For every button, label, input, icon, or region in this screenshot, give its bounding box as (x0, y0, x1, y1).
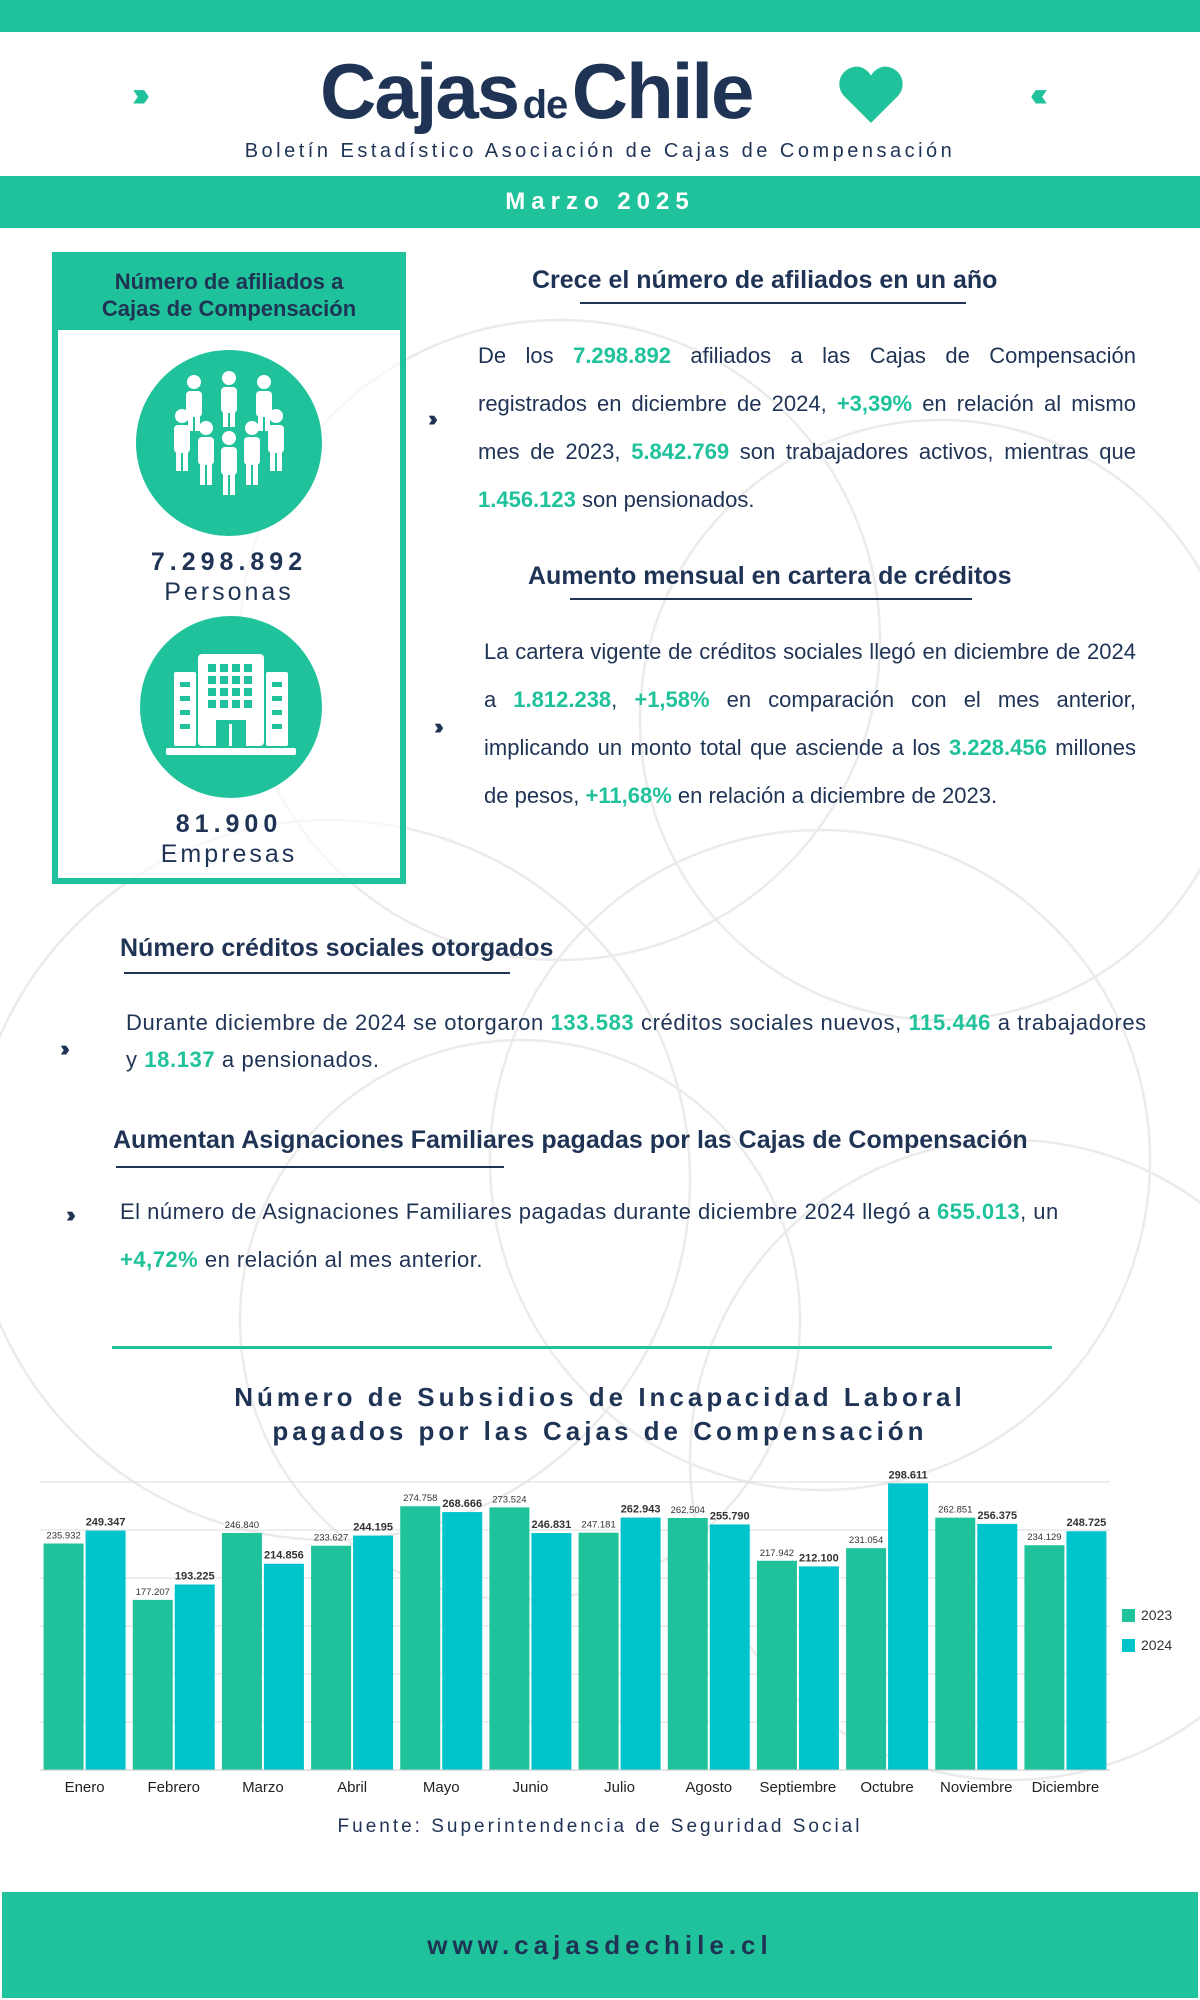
data-label: 274.758 (403, 1493, 438, 1505)
credits-granted-section-title: Número créditos sociales otorgados (120, 934, 554, 962)
affiliates-box-title-line1: Número de afiliados a (114, 269, 344, 294)
x-tick-label: Septiembre (759, 1779, 837, 1796)
highlight-value: 133.583 (550, 1010, 635, 1035)
x-tick-label: Mayo (422, 1779, 460, 1796)
text-run: en comparación con el mes anterior, implicando un monto total que asciende a los (484, 687, 1136, 760)
highlight-value: +1,58% (634, 687, 710, 712)
sil-subsidies-bar-chart (30, 1462, 1180, 1802)
logo-word-de: de (522, 83, 568, 127)
text-run: El número de Asignaciones Familiares pagadas durante diciembre 2024 llegó a (120, 1199, 938, 1224)
family-allowances-section-title: Aumentan Asignaciones Familiares pagadas por las Cajas de Compensación (113, 1126, 1028, 1154)
chart-title (100, 1380, 1100, 1448)
affiliates-title-underline (580, 302, 966, 304)
legend-label-2024: 2024 (1141, 1637, 1173, 1653)
highlight-value: 3.228.456 (948, 735, 1047, 760)
data-label: 246.840 (224, 1520, 260, 1532)
highlight-value: 5.842.769 (631, 439, 730, 464)
data-label: 244.195 (353, 1521, 393, 1534)
bar-2023-septiembre (757, 1561, 797, 1770)
highlight-value: 1.456.123 (478, 487, 576, 512)
highlight-value: 18.137 (144, 1047, 216, 1072)
building-circle (140, 616, 322, 798)
data-label: 214.856 (264, 1549, 304, 1562)
data-label: 298.611 (888, 1469, 928, 1482)
x-tick-label: Agosto (685, 1779, 733, 1796)
people-group-icon (136, 350, 322, 536)
footer-bar (2, 1892, 1198, 1998)
x-tick-label: Julio (604, 1779, 636, 1796)
credits-granted-title-underline (124, 972, 510, 974)
data-label: 268.666 (442, 1498, 483, 1511)
office-building-icon (140, 616, 322, 798)
affiliates-section-title: Crece el número de afiliados en un año (532, 266, 998, 294)
arrows-icon: ››› (60, 1036, 64, 1061)
bar-2023-abril (311, 1546, 351, 1770)
affiliates-box (52, 252, 406, 884)
x-tick-label: Enero (64, 1779, 105, 1796)
data-label: 212.100 (799, 1552, 839, 1565)
data-label: 262.943 (620, 1503, 661, 1516)
bar-2023-junio (489, 1507, 529, 1770)
bar-2024-diciembre (1066, 1531, 1106, 1770)
x-tick-label: Diciembre (1031, 1779, 1100, 1796)
x-tick-label: Abril (337, 1779, 368, 1796)
highlight-value: +3,39% (836, 391, 913, 416)
highlight-value: +4,72% (120, 1247, 199, 1272)
x-tick-label: Febrero (147, 1779, 201, 1796)
affiliates-total-value: 7.298.892 (150, 548, 308, 576)
bar-2024-abril (353, 1536, 393, 1770)
affiliates-box-header (58, 258, 400, 330)
people-circle (136, 350, 322, 536)
text-run: créditos sociales nuevos, (634, 1010, 909, 1035)
text-run: son trabajadores activos, mientras que (729, 439, 1136, 464)
text-run: La cartera vigente de créditos sociales llegó en diciembre de 2024 a (484, 639, 1136, 712)
text-run: millones de pesos, (484, 735, 1136, 808)
data-label: 256.375 (977, 1509, 1018, 1522)
highlight-value: 115.446 (908, 1010, 992, 1035)
legend-label-2023: 2023 (1141, 1607, 1173, 1623)
data-label: 233.627 (313, 1532, 349, 1544)
highlight-value: +11,68% (585, 783, 672, 808)
data-label: 177.207 (135, 1586, 170, 1598)
credits-portfolio-title-underline (570, 598, 972, 600)
data-label: 193.225 (174, 1570, 215, 1583)
affiliates-paragraph (478, 332, 1136, 524)
affiliates-box-title-line2: Cajas de Compensación (101, 296, 357, 321)
chart-divider (112, 1346, 1052, 1349)
data-label: 231.054 (848, 1535, 884, 1547)
data-label: 217.942 (759, 1547, 795, 1559)
chart-title-line1: Número de Subsidios de Incapacidad Laboral (234, 1382, 966, 1412)
bar-2023-enero (44, 1544, 84, 1770)
bar-2023-diciembre (1024, 1545, 1064, 1770)
chart-title-line2: pagados por las Cajas de Compensación (272, 1416, 928, 1446)
top-accent-bar (0, 0, 1200, 32)
companies-total-value: 81.900 (175, 810, 283, 838)
data-label: 255.790 (709, 1510, 750, 1523)
data-label: 235.932 (46, 1530, 81, 1542)
x-tick-label: Junio (512, 1779, 549, 1796)
bar-2024-noviembre (977, 1524, 1017, 1770)
legend-swatch-2023 (1122, 1609, 1135, 1622)
chevrons-left-icon: ‹‹‹ (1030, 76, 1040, 114)
bar-2023-agosto (668, 1518, 708, 1770)
bar-2023-julio (579, 1533, 619, 1770)
website-link[interactable]: www.cajasdechile.cl (427, 1930, 773, 1960)
data-label: 273.524 (492, 1494, 527, 1506)
bar-2024-junio (531, 1533, 571, 1770)
data-label: 247.181 (581, 1519, 616, 1531)
data-label: 249.347 (85, 1516, 126, 1529)
data-label: 262.851 (938, 1504, 973, 1516)
text-run: en relación a diciembre de 2023. (671, 783, 998, 808)
text-run: Durante diciembre de 2024 se otorgaron (126, 1010, 551, 1035)
bar-2024-febrero (175, 1585, 215, 1770)
companies-total-label: Empresas (160, 840, 298, 868)
text-run: en relación al mes anterior. (198, 1247, 483, 1272)
bar-2023-marzo (222, 1533, 262, 1770)
text-run: en relación al mismo mes de 2023, (478, 391, 1136, 464)
text-run: a pensionados. (215, 1047, 380, 1072)
chart-source: Fuente: Superintendencia de Seguridad Social (337, 1816, 863, 1837)
text-run: son pensionados. (575, 487, 755, 512)
logo-word-chile: Chile (571, 47, 753, 135)
bar-2024-septiembre (799, 1566, 839, 1770)
data-label: 246.831 (531, 1519, 572, 1532)
x-tick-label: Marzo (242, 1779, 284, 1796)
credits-portfolio-section-title: Aumento mensual en cartera de créditos (528, 562, 1012, 590)
bar-2024-enero (86, 1531, 126, 1770)
credits-portfolio-paragraph (484, 628, 1136, 820)
data-label: 234.129 (1027, 1532, 1062, 1544)
logo-word-cajas: Cajas (320, 47, 519, 135)
family-allowances-paragraph (120, 1188, 1120, 1284)
bar-2023-febrero (133, 1600, 173, 1770)
chevrons-right-icon: ››› (132, 76, 142, 114)
bar-2023-mayo (400, 1506, 440, 1770)
credits-granted-paragraph (126, 1004, 1156, 1078)
highlight-value: 655.013 (937, 1199, 1021, 1224)
text-run: De los (478, 343, 574, 368)
x-tick-label: Noviembre (939, 1779, 1013, 1796)
bar-2024-julio (621, 1518, 661, 1770)
legend-swatch-2024 (1122, 1639, 1135, 1652)
month-banner: Marzo 2025 (0, 176, 1200, 228)
bulletin-subtitle: Boletín Estadístico Asociación de Cajas de Compensación (244, 140, 956, 162)
data-label: 248.725 (1066, 1517, 1107, 1530)
arrows-icon: ››› (428, 406, 432, 431)
bar-2024-agosto (710, 1524, 750, 1770)
affiliates-total-label: Personas (164, 578, 294, 606)
bar-2023-octubre (846, 1548, 886, 1770)
data-label: 262.504 (670, 1504, 705, 1516)
text-run: , un (1020, 1199, 1059, 1224)
arrows-icon: ››› (434, 714, 438, 739)
bar-2024-mayo (442, 1512, 482, 1770)
highlight-value: 7.298.892 (573, 343, 671, 368)
x-tick-label: Octubre (860, 1779, 914, 1796)
arrows-icon: ››› (66, 1202, 70, 1227)
family-allowances-title-underline (116, 1166, 504, 1168)
text-run: afiliados a las Cajas de Compensación registrados en diciembre de 2024, (478, 343, 1136, 416)
text-run: , (611, 687, 635, 712)
bar-2024-marzo (264, 1564, 304, 1770)
bar-2024-octubre (888, 1483, 928, 1770)
highlight-value: 1.812.238 (513, 687, 612, 712)
bar-2023-noviembre (935, 1518, 975, 1770)
text-run: a trabajadores y (126, 1010, 1147, 1072)
heart-icon (838, 62, 904, 126)
